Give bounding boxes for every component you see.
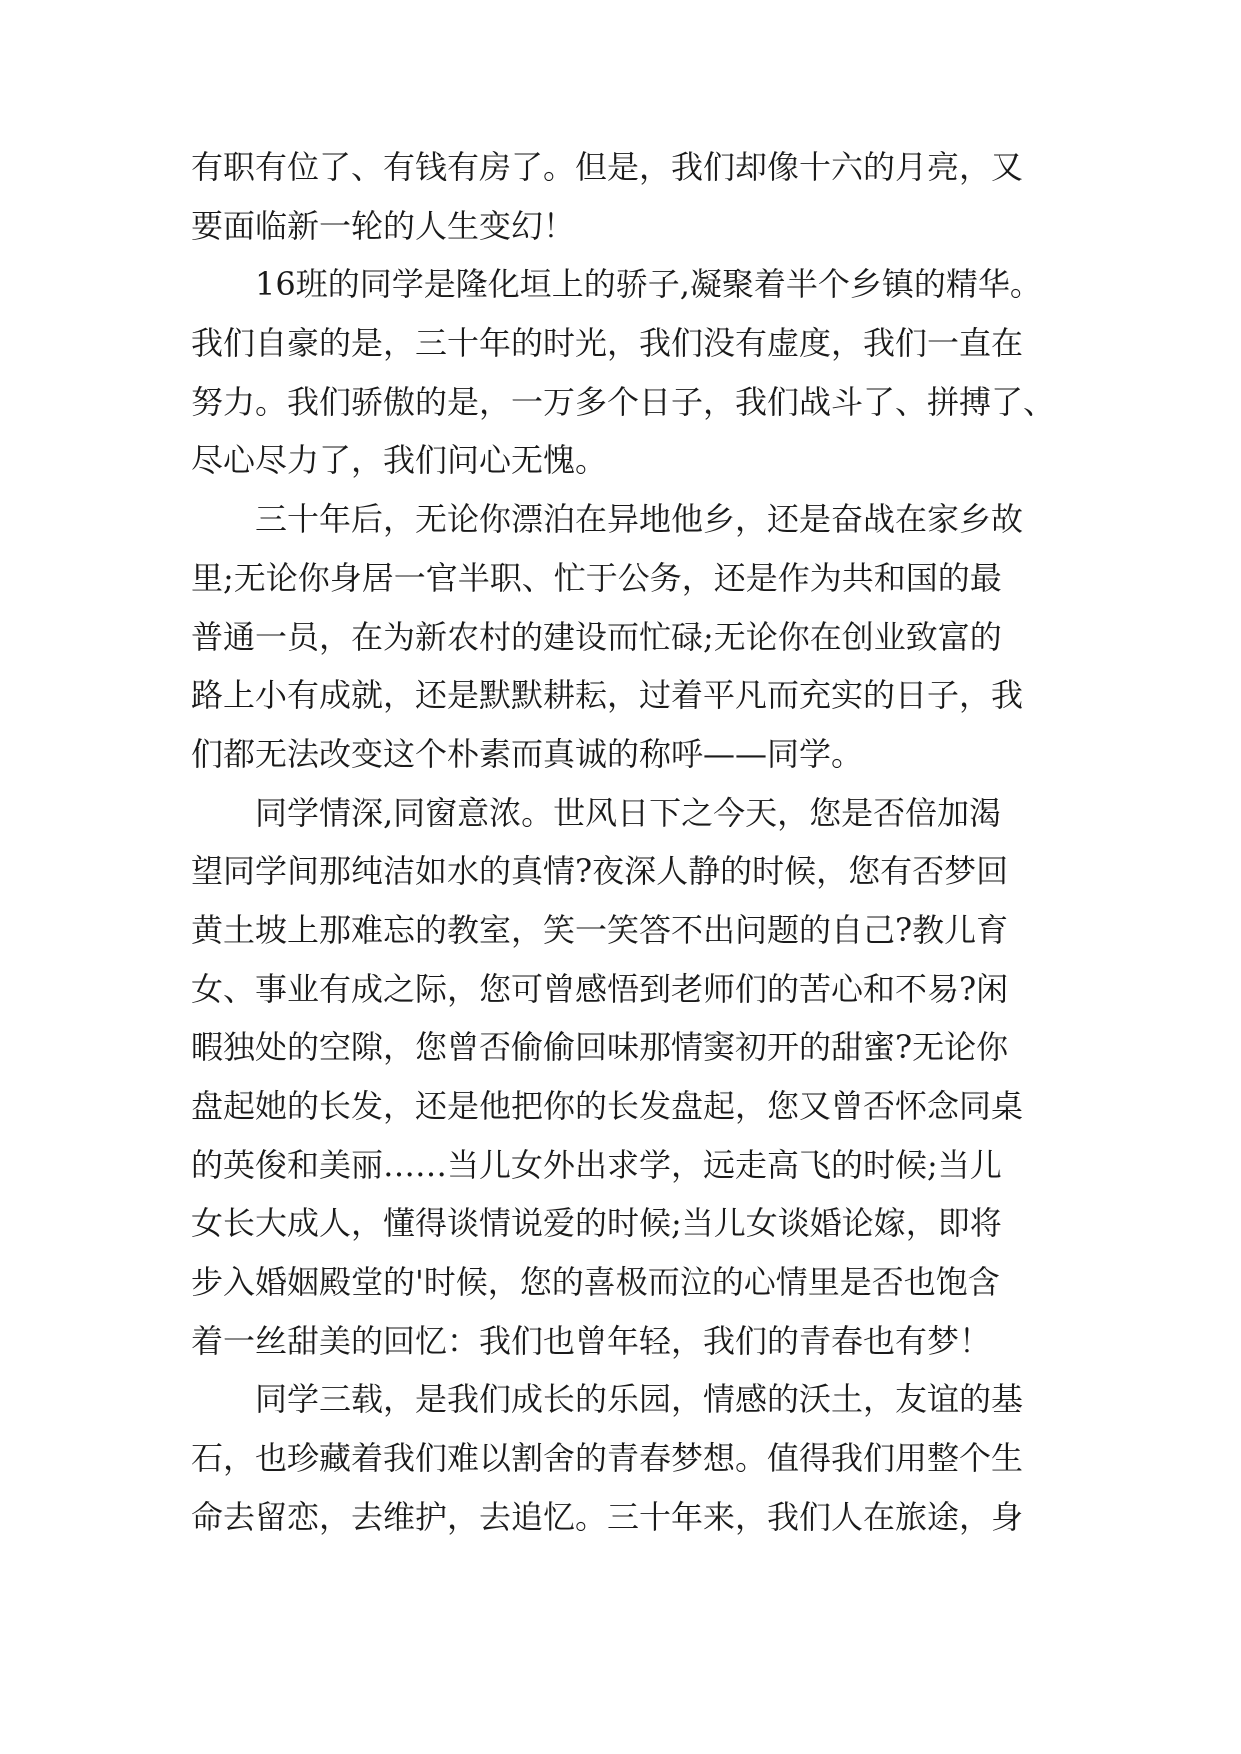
text-line: 石，也珍藏着我们难以割舍的青春梦想。值得我们用整个生 (191, 1439, 1024, 1478)
text-line: 步入婚姻殿堂的'时候，您的喜极而泣的心情里是否也饱含 (191, 1263, 1000, 1302)
paragraph-start-line: 三十年后，无论你漂泊在异地他乡，还是奋战在家乡故 (255, 500, 1024, 539)
text-line: 望同学间那纯洁如水的真情?夜深人静的时候，您有否梦回 (191, 852, 1009, 891)
text-line: 努力。我们骄傲的是，一万多个日子，我们战斗了、拼搏了、 (191, 382, 1056, 421)
text-line: 里;无论你身居一官半职、忙于公务，还是作为共和国的最 (191, 558, 1002, 597)
text-line: 着一丝甜美的回忆：我们也曾年轻，我们的青春也有梦！ (191, 1321, 992, 1360)
text-line: 女、事业有成之际，您可曾感悟到老师们的苦心和不易?闲 (191, 969, 1009, 1008)
text-line: 暇独处的空隙，您曾否偷偷回味那情窦初开的甜蜜?无论你 (191, 1028, 1009, 1067)
text-line: 黄土坡上那难忘的教室，笑一笑答不出问题的自己?教儿育 (191, 910, 1009, 949)
document-body (191, 138, 1091, 1547)
text-line: 命去留恋，去维护，去追忆。三十年来，我们人在旅途，身 (191, 1497, 1024, 1536)
text-line: 女长大成人，懂得谈情说爱的时候;当儿女谈婚论嫁，即将 (191, 1204, 1002, 1243)
text-line: 有职有位了、有钱有房了。但是，我们却像十六的月亮，又 (191, 148, 1024, 186)
text-line: 我们自豪的是，三十年的时光，我们没有虚度，我们一直在 (191, 324, 1024, 363)
paragraph-start-line: 16班的同学是隆化垣上的骄子,凝聚着半个乡镇的精华。 (255, 265, 1042, 304)
paragraph-start-line: 同学三载，是我们成长的乐园，情感的沃土，友谊的基 (255, 1380, 1024, 1419)
text-line: 盘起她的长发，还是他把你的长发盘起，您又曾否怀念同桌 (191, 1087, 1024, 1125)
text-line: 尽心尽力了，我们问心无愧。 (191, 441, 608, 480)
text-line: 要面临新一轮的人生变幻！ (191, 206, 576, 245)
text-line: 路上小有成就，还是默默耕耘，过着平凡而充实的日子，我 (191, 676, 1024, 715)
text-line: 们都无法改变这个朴素而真诚的称呼——同学。 (191, 734, 864, 773)
text-line: 的英俊和美丽……当儿女外出求学，远走高飞的时候;当儿 (191, 1145, 1002, 1184)
paragraph-start-line: 同学情深,同窗意浓。世风日下之今天，您是否倍加渴 (255, 793, 1002, 832)
text-line: 普通一员，在为新农村的建设而忙碌;无论你在创业致富的 (191, 617, 1002, 656)
